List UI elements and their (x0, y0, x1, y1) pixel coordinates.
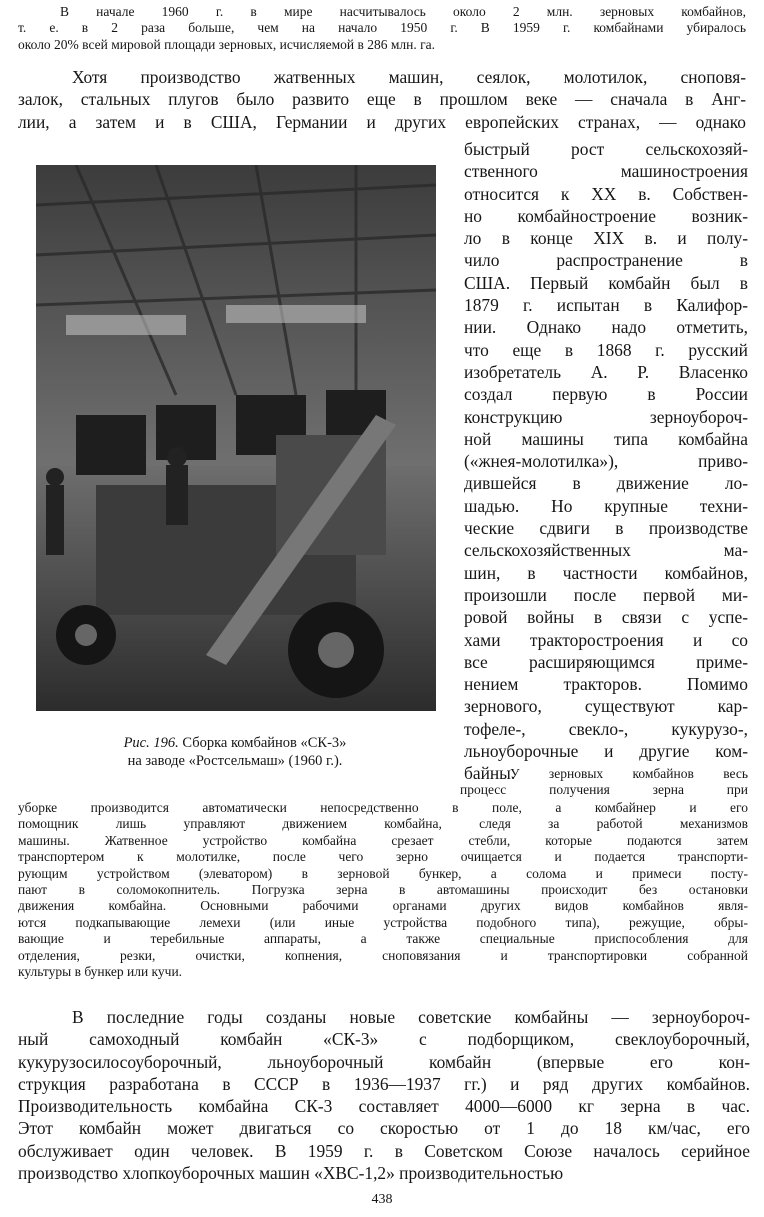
figure-label: Рис. 196. (123, 735, 179, 751)
text-line: нением тракторов. Помимо (464, 674, 748, 695)
text-line: байны. (464, 763, 516, 784)
text-line: («жнея-молотилка»), приво- (464, 451, 748, 472)
text-line: ровой войны в связи с успе- (464, 607, 748, 628)
text-line: произошли после первой ми- (464, 584, 748, 605)
text-line: чило распространение в (464, 250, 748, 271)
text-line: кукурузосилосоуборочный, льноуборочный комбайн (впервые его кон- (18, 1051, 750, 1072)
text-line: вающие и теребильные аппараты, а также специальные приспособления для (18, 931, 748, 947)
text-line: зернового, существуют кар- (464, 696, 748, 717)
paragraph-history-column (464, 138, 748, 785)
text-line: лии, а затем и в США, Германии и других европейских странах, — однако (18, 111, 746, 132)
text-line: ственного машиностроения (464, 161, 748, 182)
text-line: т. е. в 2 раза больше, чем на начало 1950 г. В 1959 г. комбайнами убиралось (18, 20, 746, 36)
text-line: транспортером к молотилке, после чего зерно очищается и подается транспорти- (18, 849, 748, 865)
text-line: изобретатель А. Р. Власенко (464, 361, 748, 382)
text-line: что еще в 1868 г. русский (464, 339, 748, 360)
text-line: пают в соломокопнитель. Погрузка зерна в автомашины происходит без остановки (18, 882, 748, 898)
text-line: ются подкапывающие лемехи (или иные устройства подобного типа), режущие, обры- (18, 914, 748, 930)
paragraph-history-intro (18, 66, 746, 133)
text-line: уборке производится автоматически непосредственно в поле, а комбайнер и его (18, 800, 748, 815)
text-line: Этот комбайн может двигаться со скоростью от 1 до 18 км/час, его (18, 1118, 750, 1139)
paragraph-process-column (460, 766, 748, 799)
figure-caption (60, 734, 410, 770)
text-line: Производительность комбайна СК-3 составляет 4000—6000 кг зерна в час. (18, 1096, 750, 1117)
paragraph-statistics (18, 4, 746, 53)
text-line: относится к XX в. Собствен- (464, 183, 748, 204)
text-line: рующим устройством (элеватором) в зерновой бункер, а солома и примеси посту- (18, 865, 748, 881)
text-line: ло в конце XIX в. и полу- (464, 228, 748, 249)
text-line: тофеле-, свекло-, кукурузо-, (464, 718, 748, 739)
factory-photo (36, 165, 436, 711)
text-line: В начале 1960 г. в мире насчитывалось около 2 млн. зерновых комбайнов, (60, 4, 746, 19)
combine-assembly-photo (36, 165, 436, 711)
caption-line-1: Сборка комбайнов «СК-3» (182, 735, 347, 751)
text-line: быстрый рост сельскохозяй- (464, 139, 748, 159)
text-line: все расширяющимся приме- (464, 651, 748, 672)
text-line: около 20% всей мировой площади зерновых, исчисляемой в 286 млн. га. (18, 36, 435, 52)
text-line: В последние годы созданы новые советские комбайны — зерноубороч- (72, 1007, 750, 1027)
paragraph-process-full (18, 800, 748, 980)
text-line: производство хлопкоуборочных машин «ХВС-1,2» производительностью (18, 1163, 564, 1184)
text-line: США. Первый комбайн был в (464, 272, 748, 293)
text-line: процесс получения зерна при (460, 782, 748, 798)
text-line: конструкцию зерноубороч- (464, 406, 748, 427)
text-line: Хотя производство жатвенных машин, сеялок, молотилок, сноповя- (72, 67, 746, 87)
text-line: помощник лишь управляют движением комбайна, следя за работой механизмов (18, 816, 748, 832)
text-line: ческие сдвиги в производстве (464, 518, 748, 539)
text-line: ной машины типа комбайна (464, 428, 748, 449)
text-line: залок, стальных плугов было развито еще в прошлом веке — сначала в Анг- (18, 89, 746, 110)
text-line: обслуживает один человек. В 1959 г. в Советском Союзе началось серийное (18, 1140, 750, 1161)
text-line: 1879 г. испытан в Калифор- (464, 295, 748, 316)
text-line: хами тракторостроения и со (464, 629, 748, 650)
text-line: но комбайностроение возник- (464, 205, 748, 226)
text-line: движения комбайна. Основными рабочими органами других видов комбайнов явля- (18, 898, 748, 914)
text-line: дившейся в движение ло- (464, 473, 748, 494)
text-line: создал первую в России (464, 384, 748, 405)
page-number: 438 (371, 1192, 393, 1207)
paragraph-soviet-combines (18, 1006, 750, 1184)
text-line: отделения, резки, очистки, копнения, сноповязания и транспортировки собранной (18, 947, 748, 963)
text-line: сельскохозяйственных ма- (464, 540, 748, 561)
text-line: шин, в частности комбайнов, (464, 562, 748, 583)
text-line: струкция разработана в СССР в 1936—1937 гг.) и ряд других комбайнов. (18, 1073, 750, 1094)
text-line: нии. Однако надо отметить, (464, 317, 748, 338)
text-line: машины. Жатвенное устройство комбайна срезает стебли, которые подаются затем (18, 832, 748, 848)
text-line: У зерновых комбайнов весь (510, 766, 748, 781)
caption-line-2: на заводе «Ростсельмаш» (1960 г.). (127, 753, 343, 769)
text-line: ный самоходный комбайн «СК-3» с подборщиком, свеклоуборочный, (18, 1029, 750, 1050)
text-line: шадью. Но крупные техни- (464, 495, 748, 516)
text-line: культуры в бункер или кучи. (18, 964, 183, 980)
text-line: льноуборочные и другие ком- (464, 741, 748, 762)
